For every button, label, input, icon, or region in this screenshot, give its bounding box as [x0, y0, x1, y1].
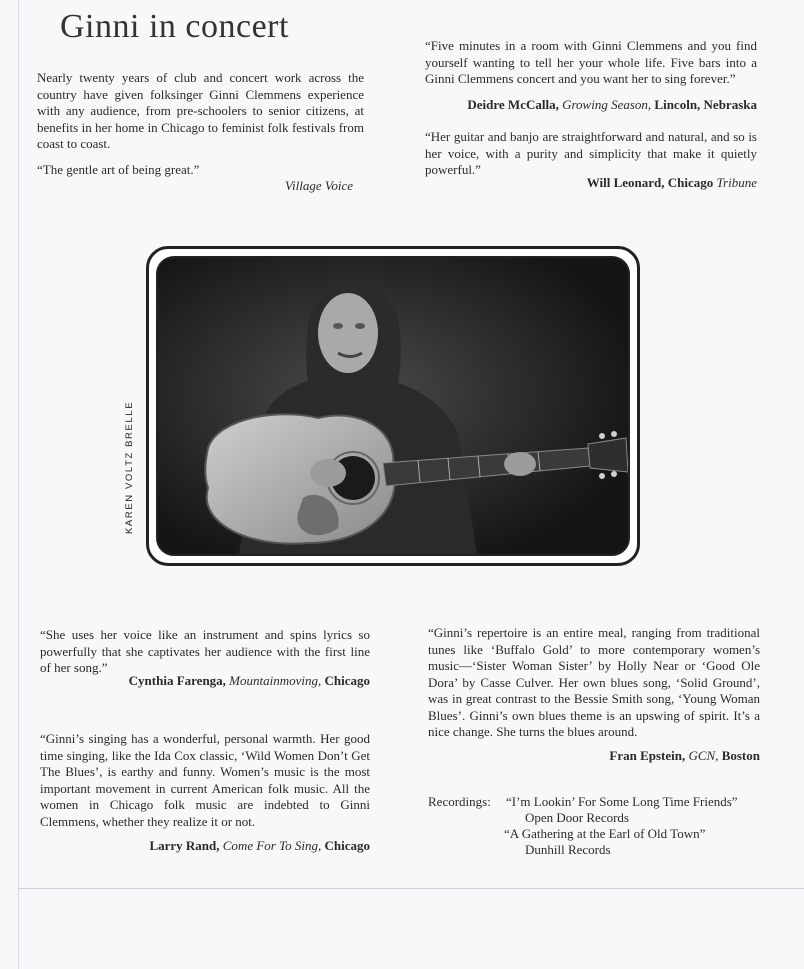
recording-label-2: Dunhill Records: [525, 842, 611, 857]
quote-village-voice: “The gentle art of being great.”: [37, 162, 200, 177]
author-mccalla: Deidre McCalla,: [467, 97, 559, 112]
publication-rand: Come For To Sing,: [222, 838, 322, 853]
place-rand: Chicago: [324, 838, 370, 853]
author-epstein: Fran Epstein,: [609, 748, 686, 763]
page-title: Ginni in concert: [60, 8, 289, 45]
performer-with-guitar-image: [158, 258, 630, 556]
photo-frame: [146, 246, 640, 566]
concert-photo: [156, 256, 630, 556]
publication-farenga: Mountainmoving,: [229, 673, 322, 688]
intro-paragraph: Nearly twenty years of club and concert work across the country have given folksinger Ginni Clemmens experience with any audience, from pre-schoolers to senior citizens, at benefits in her home in Chicago to feminist folk festivals from coast to coast.: [37, 70, 364, 151]
attribution-leonard: [425, 175, 757, 192]
recording-title-1: “I’m Lookin’ For Some Long Time Friends”: [506, 794, 738, 809]
photo-credit: KAREN VOLTZ BRELLE: [124, 400, 135, 534]
attribution-farenga: [40, 673, 370, 690]
author-rand: Larry Rand,: [149, 838, 220, 853]
quote-epstein: “Ginni’s repertoire is an entire meal, ranging from traditional tunes like ‘Buffalo Gold’ to more contemporary women’s music—‘Sister Woman Sister’ by Holly Near or ‘Good Ole Dora’ by Casse Culver. Her own blues song, ‘Solid Ground’, was in great contrast to the Bessie Smith song, ‘Young Woman Blues’. Ginni’s own blues theme is an upswing of spirit. It’s a nice change. She turns the blues around.: [428, 625, 760, 739]
place-farenga: Chicago: [324, 673, 370, 688]
author-leonard: Will Leonard, Chicago: [586, 175, 714, 190]
place-mccalla: Lincoln, Nebraska: [654, 97, 757, 112]
publication-epstein: GCN,: [688, 748, 719, 763]
publication-leonard: Tribune: [716, 175, 757, 190]
bottom-rule: [18, 888, 804, 889]
recording-title-2: “A Gathering at the Earl of Old Town”: [504, 826, 706, 841]
recording-label-1: Open Door Records: [525, 810, 629, 825]
place-epstein: Boston: [721, 748, 760, 763]
attribution-epstein: [428, 748, 760, 765]
source-village-voice: Village Voice: [285, 178, 353, 193]
publication-mccalla: Growing Season,: [562, 97, 652, 112]
attribution-mccalla: [425, 97, 757, 114]
quote-farenga: “She uses her voice like an instrument and spins lyrics so powerfully that she captivates her audience with the first line of her song.”: [40, 627, 370, 675]
page-edge-line: [18, 0, 19, 969]
attribution-rand: [40, 838, 370, 855]
quote-rand: “Ginni’s singing has a wonderful, personal warmth. Her good time singing, like the Ida Cox classic, ‘Wild Women Don’t Get The Blues’, is earthy and funny. Women’s music is the most important movement in current American folk music. All the women in Chicago folk music are indebted to Ginni Clemmens, whether they realize it or not.: [40, 731, 370, 829]
recordings-label: Recordings:: [428, 794, 491, 809]
quote-leonard: “Her guitar and banjo are straightforward and natural, and so is her voice, with a purity and simplicity that make it quietly powerful.”: [425, 129, 757, 177]
quote-mccalla: “Five minutes in a room with Ginni Clemmens and you find yourself wanting to tell her your whole life. Five bars into a Ginni Clemmens concert and you want her to sing forever.”: [425, 38, 757, 86]
author-farenga: Cynthia Farenga,: [128, 673, 226, 688]
